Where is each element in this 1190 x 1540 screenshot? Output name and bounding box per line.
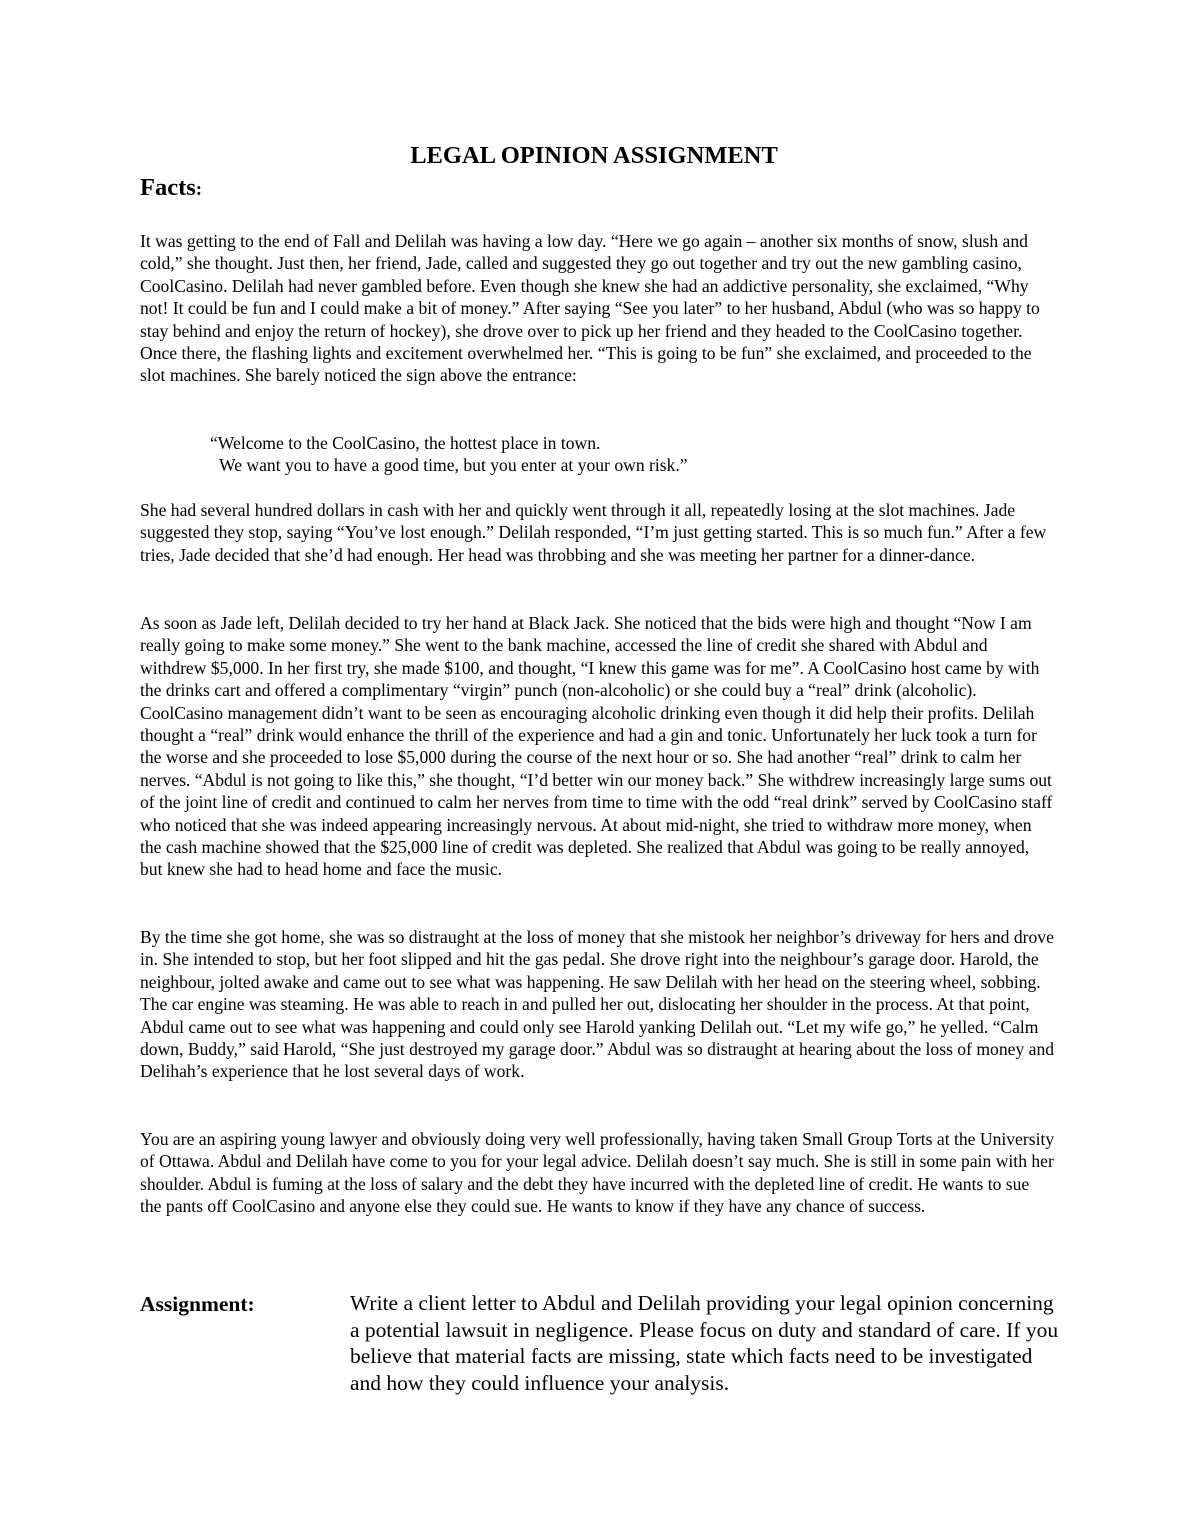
facts-paragraph-5: You are an aspiring young lawyer and obviously doing very well professionally, having taken Small Group Torts at the University of Ottawa. Abdul and Delilah have come to you for your legal advice. Delilah doesn’t say much. She is still in some pain with her shoulder. Abdul is fuming at the loss of salary and the debt they have incurred with the depleted line of credit. He wants to sue the pants off CoolCasino and anyone else they could sue. He wants to know if they have any chance of success. (140, 1129, 1055, 1217)
facts-paragraph-3: As soon as Jade left, Delilah decided to try her hand at Black Jack. She noticed that the bids were high and thought “Now I am really going to make some money.” She went to the bank machine, accessed the line of credit she shared with Abdul and withdrew $5,000. In her first try, she made $100, and thought, “I knew this game was for me”. A CoolCasino host came by with the drinks cart and offered a complimentary “virgin” punch (non-alcoholic) or she could buy a “real” drink (alcoholic). CoolCasino management didn’t want to be seen as encouraging alcoholic drinking even though it did help their profits. Delilah thought a “real” drink would enhance the thrill of the experience and had a gin and tonic. Unfortunately her luck took a turn for the worse and she proceeded to lose $5,000 during the course of the next hour or so. She had another “real” drink to calm her nerves. “Abdul is not going to like this,” she thought, “I’d better win our money back.” She withdrew increasingly large sums out of the joint line of credit and continued to calm her nerves from time to time with the odd “real drink” served by CoolCasino staff who noticed that she was indeed appearing increasingly nervous. At about mid-night, she tried to withdraw more money, when the cash machine showed that the $25,000 line of credit was depleted. She realized that Abdul was going to be really annoyed, but knew she had to head home and face the music. (140, 613, 1053, 880)
assignment-text: Write a client letter to Abdul and Delilah providing your legal opinion concerning a potential lawsuit in negligence. Please focus on duty and standard of care. If you believe that material facts are missing, state which facts need to be investigated and how they could influence your analysis. (350, 1291, 1059, 1396)
facts-heading (140, 172, 202, 206)
facts-paragraph-2: She had several hundred dollars in cash with her and quickly went through it all, repeatedly losing at the slot machines. Jade suggested they stop, saying “You’ve lost enough.” Delilah responded, “I’m just getting started. This is so much fun.” After a few tries, Jade decided that she’d had enough. Her head was throbbing and she was meeting her partner for a dinner-dance. (140, 500, 1047, 565)
document-title: LEGAL OPINION ASSIGNMENT (410, 142, 778, 169)
facts-heading-text: Facts (140, 174, 196, 201)
facts-paragraph-4: By the time she got home, she was so distraught at the loss of money that she mistook her neighbor’s driveway for hers and drove in. She intended to stop, but her foot slipped and hit the gas pedal. She drove right into the neighbour’s garage door. Harold, the neighbour, jolted awake and came out to see what was happening. He saw Delilah with her head on the steering wheel, sobbing. The car engine was steaming. He was able to reach in and pulled her out, dislocating her shoulder in the process. At that point, Abdul came out to see what was happening and could only see Harold yanking Delilah out. “Let my wife go,” he yelled. “Calm down, Buddy,” said Harold, “She just destroyed my garage door.” Abdul was so distraught at hearing about the loss of money and Delihah’s experience that he lost several days of work. (140, 927, 1055, 1082)
quote-line-2: We want you to have a good time, but you enter at your own risk.” (219, 455, 688, 476)
quote-line-1: “Welcome to the CoolCasino, the hottest place in town. (210, 433, 601, 453)
facts-heading-colon: : (195, 179, 203, 200)
casino-sign-quote (210, 432, 1010, 477)
facts-paragraph-1: It was getting to the end of Fall and Delilah was having a low day. “Here we go again – another six months of snow, slush and cold,” she thought. Just then, her friend, Jade, called and suggested they go out together and try out the new gambling casino, CoolCasino. Delilah had never gambled before. Even though she knew she had an addictive personality, she exclaimed, “Why not! It could be fun and I could make a bit of money.” After saying “See you later” to her husband, Abdul (who was so happy to stay behind and enjoy the return of hockey), she drove over to pick up her friend and they headed to the CoolCasino together. Once there, the flashing lights and excitement overwhelmed her. “This is going to be fun” she exclaimed, and proceeded to the slot machines. She barely noticed the sign above the entrance: (140, 231, 1040, 386)
assignment-label: Assignment: (140, 1292, 255, 1316)
